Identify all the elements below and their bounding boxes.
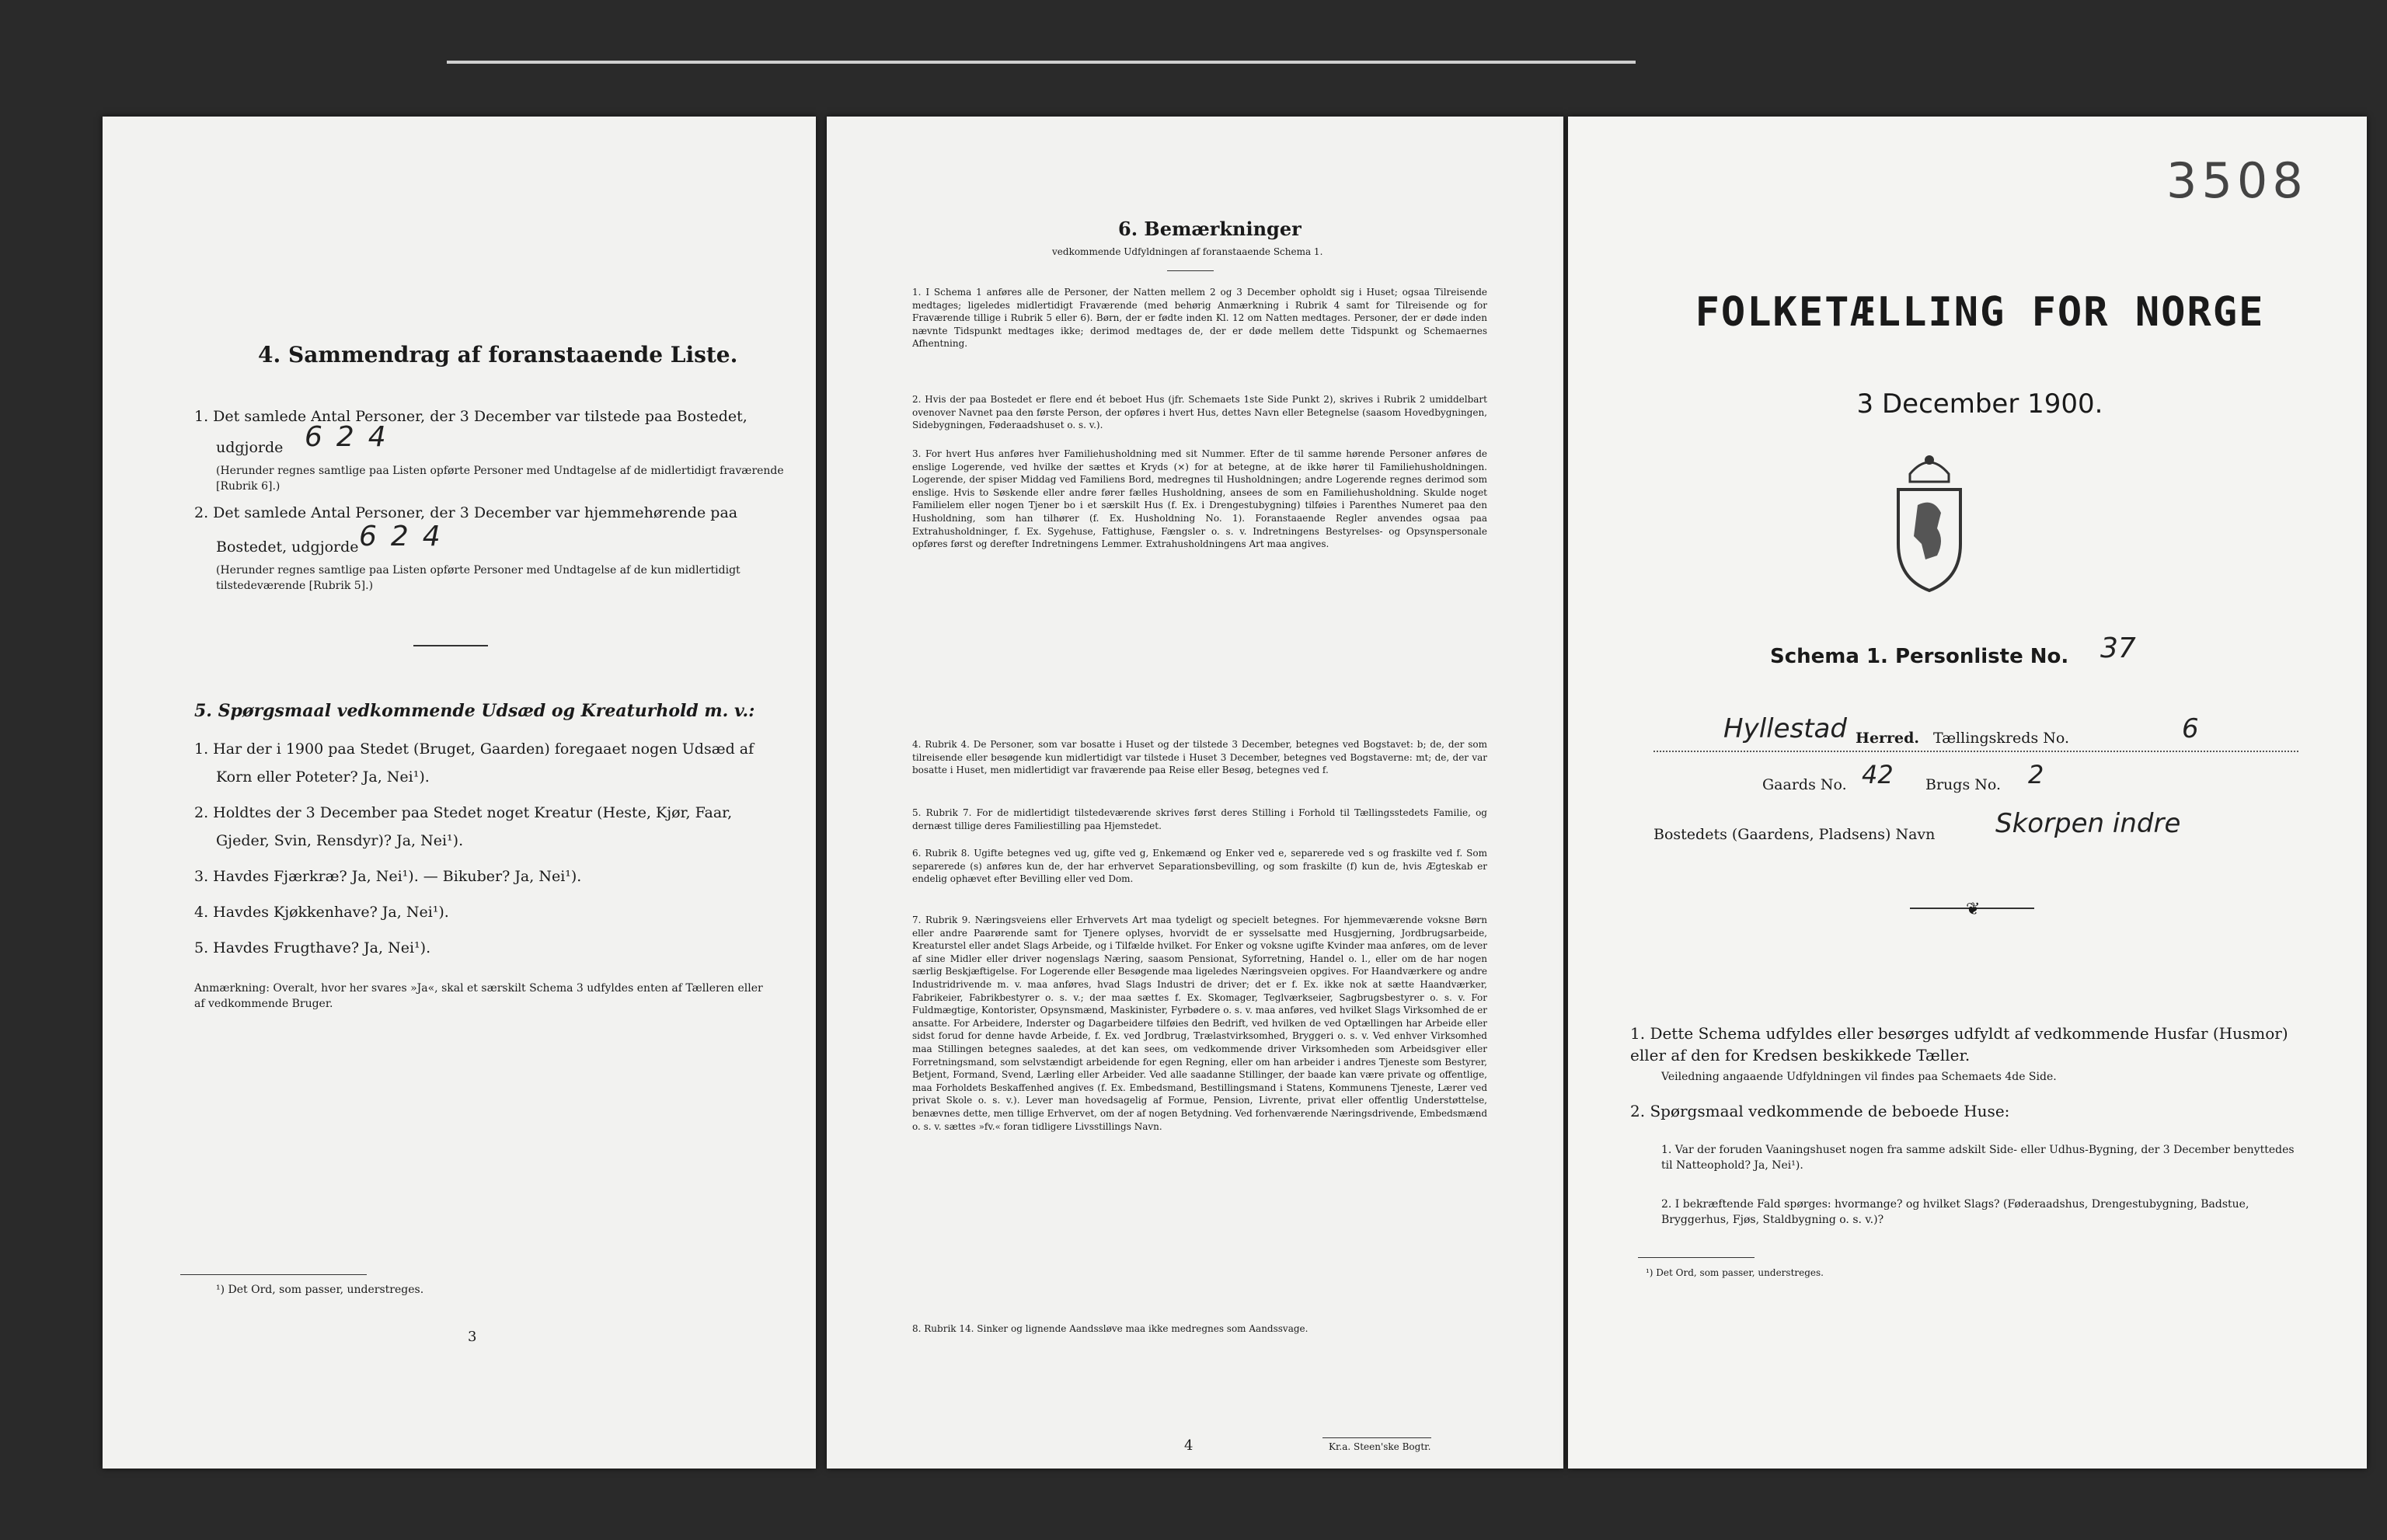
question-1a: 1. Har der i 1900 paa Stedet (Bruget, Gaarden) foregaaet nogen Udsæd af [194,740,754,758]
instruction-2: 2. Spørgsmaal vedkommende de beboede Huse: [1630,1102,2010,1120]
remark-item-2: 2. Hvis der paa Bostedet er flere end ét beboet Hus (jfr. Schemaets 1ste Side Punkt 2), skrives i Rubrik 2 umiddelbart ovenover Navnet paa den første Person, der opføres i hvert Hus, dettes Navn eller Betegnelse (saasom Hovedbygningen, Sidebygningen, Føderaadshuset o. s. v.). [912,394,1487,431]
footnote: ¹) Det Ord, som passer, understreges. [1646,1267,1824,1278]
gaards-label: Gaards No. [1762,776,1847,793]
middle-page [827,117,1563,1469]
printer-credit: Kr.a. Steen'ske Bogtr. [1329,1441,1431,1452]
item1-text: 1. Det samlede Antal Personer, der 3 December var tilstede paa Bostedet, [194,408,747,425]
archive-number: 3508 [2166,152,2308,209]
instruction-2-2: 2. I bekræftende Fald spørges: hvormange? og hvilket Slags? (Føderaadshus, Drengestubygning, Badstue, Bryggerhus, Fjøs, Staldbygning o. s. v.)? [1661,1198,2249,1226]
item1-note: (Herunder regnes samtlige paa Listen opførte Personer med Undtagelse af de midlertidigt fraværende [Rubrik 6].) [216,465,784,493]
brugs-label: Brugs No. [1925,776,2002,793]
herred-label: Herred. [1856,730,1920,747]
footnote-rule [1638,1257,1755,1258]
printer-rule [1322,1437,1431,1438]
divider [413,645,488,646]
remarks-heading: 6. Bemærkninger [1118,218,1302,240]
question-2a: 2. Holdtes der 3 December paa Stedet noget Kreatur (Heste, Kjør, Faar, [194,804,733,821]
remarks-subheading: vedkommende Udfyldningen af foranstaaende Schema 1. [1052,246,1323,257]
item2-prefix: Bostedet, udgjorde [216,538,359,556]
remark-item-7: 7. Rubrik 9. Næringsveiens eller Erhvervets Art maa tydeligt og specielt betegnes. For hjemmeværende voksne Børn eller andre Paarørende samt for Tjenere oplyses, hvorvidt de er sysselsatte med Husgjerning, Jordbrugsarbeide, Kreaturstel eller andet Slags Arbeide, og i Tilfælde hvilket. For Enker og voksne ugifte Kvinder maa anføres, om de lever af sine Midler eller driver nogenslags Næring, saasom Pensionat, Syforretning, Handel o. l., eller om de har nogen særlig Beskjæftigelse. For Logerende eller Besøgende maa ligeledes Næringsveien opgives. For Haandværkere og andre Industridrivende m. v. maa anføres, hvad Slags Industri de driver; det er f. Ex. ikke nok at sætte Haandværker, Fabrikeier, Fabrikbestyrer o. s. v.; der maa sættes f. Ex. Skomager, Teglværkseier, Sagbrugsbestyrer o. s. v. For Fuldmægtige, Kontorister, Opsynsmænd, Maskinister, Fyrbødere o. s. v. maa anføres, ved hvilket Slags Virksomhed de er ansatte. For Arbeidere, Inderster og Dagarbeidere tilføies den Bedrift, ved hvilken de ved Optællingen har Arbeide eller sidst forud for denne havde Arbeide, f. Ex. ved Jordbrug, Trælastvirksomhed, Bryggeri o. s. v. Ved enhver Virksomhed maa Stillingen betegnes saaledes, at det kan sees, om vedkommende driver Virksomheden som Arbeidsgiver eller Forretningsmand, som selvstændigt arbeidende for egen Regning, eller om han arbeider i andres Tjeneste som Bestyrer, Betjent, Formand, Svend, Lærling eller Arbeider. Ved alle saadanne Stillinger, der baade kan være private og offentlige, maa Forholdets Beskaffenhed angives (f. Ex. Embedsmand, Bestillingsmand i Statens, Kommunens Tjeneste, Lærer ved privat Skole o. s. v.). Lever man hovedsagelig af Formue, Pension, Livrente, privat eller offentlig Understøttelse, benævnes dette, men tillige Erhvervet, om der af nogen Betydning. Ved forhenværende Næringsdrivende, Embedsmænd o. s. v. sættes »fv.« foran tidligere Livsstillings Navn. [912,915,1487,1132]
question-1b: Korn eller Poteter? Ja, Nei¹). [216,768,430,786]
main-title: FOLKETÆLLING FOR NORGE [1695,289,2265,336]
instruction-2-1: 1. Var der foruden Vaaningshuset nogen fra samme adskilt Side- eller Udhus-Bygning, der 3 December benyttedes til Natteophold? Ja, Nei¹). [1661,1144,2295,1172]
remark-item-1: 1. I Schema 1 anføres alle de Personer, der Natten mellem 2 og 3 December opholdt sig i Huset; ogsaa Tilreisende medtages; ligeledes midlertidigt Fraværende (med behørig Anmærkning i Rubrik 4 samt for Tilreisende og for Fraværende tillige i Rubrik 5 eller 6). Børn, der er fødte inden Kl. 12 om Natten medtages. Personer, der er døde inden nævnte Tidspunkt medtages ikke; derimod medtages de, der er døde mellem dette Tidspunkt og Schemaernes Afhentning. [912,287,1487,350]
item2-value: 624 [359,521,455,552]
schema-label: Schema 1. Personliste No. [1770,645,2069,668]
footnote: ¹) Det Ord, som passer, understreges. [216,1284,424,1296]
remark-item-8: 8. Rubrik 14. Sinker og lignende Aandssløve maa ikke medregnes som Aandssvage. [912,1323,1308,1334]
remark-item-6: 6. Rubrik 8. Ugifte betegnes ved ug, gifte ved g, Enkemænd og Enker ved e, separerede ved s og fraskilte ved f. Som separerede (s) anføres kun de, der har erhvervet Separationsbevilling, og som fraskilte (f) kun de, hvis Ægteskab er endelig ophævet efter Bevilling eller ved Dom. [912,848,1487,885]
section5-heading: 5. Spørgsmaal vedkommende Udsæd og Kreaturhold m. v.: [194,701,755,721]
instruction-1-note: Veiledning angaaende Udfyldningen vil findes paa Schemaets 4de Side. [1661,1071,2057,1083]
left-page [103,117,816,1469]
question-4: 4. Havdes Kjøkkenhave? Ja, Nei¹). [194,904,449,921]
right-page [1568,117,2367,1469]
question-5: 5. Havdes Frugthave? Ja, Nei¹). [194,939,431,956]
question-2b: Gjeder, Svin, Rensdyr)? Ja, Nei¹). [216,832,464,849]
summary-heading: 4. Sammendrag af foranstaaende Liste. [258,342,738,368]
remark-item-3: 3. For hvert Hus anføres hver Familiehusholdning med sit Nummer. Efter de til samme hørende Personer anføres de enslige Logerende, ved hvilke der sættes et Kryds (×) for at betegne, at de ikke hører til Familiehusholdningen. Logerende, der spiser Middag ved Familiens Bord, medregnes til Husholdningen; andre Logerende regnes derimod som enslige. Hvis to Søskende eller andre fører fælles Husholdning, ansees de som en Familiehusholdning. Skulde noget Familielem eller nogen Tjener bo i et særskilt Hus (f. Ex. i Drengestubygning) tilføies i Parenthes Numeret paa den Husholdning, som han tilhører (f. Ex. Husholdning No. 1). Foranstaaende Regler anvendes ogsaa paa Extrahusholdninger, f. Ex. Sygehuse, Fattighuse, Fængsler o. s. v. Indretningens Bestyrelses- og Opsynspersonale opføres først og derefter Indretningens Lemmer. Extrahusholdningens Art maa angives. [912,448,1487,550]
herred-value: Hyllestad [1723,713,1847,744]
ornament-icon: ❦ [1966,900,1981,919]
instruction-1: 1. Dette Schema udfyldes eller besørges udfyldt af vedkommende Husfar (Husmor) eller af den for Kredsen beskikkede Tæller. [1630,1024,2288,1064]
gaards-value: 42 [1862,760,1894,789]
kreds-label: Tællingskreds No. [1933,730,2069,747]
coat-of-arms-icon [1863,443,1995,598]
census-date: 3 December 1900. [1856,388,2103,420]
page-number: 3 [468,1329,477,1345]
background-rule [447,61,1636,64]
question-3: 3. Havdes Fjærkræ? Ja, Nei¹). — Bikuber? Ja, Nei¹). [194,868,582,885]
item2-text: 2. Det samlede Antal Personer, der 3 December var hjemmehørende paa [194,504,738,521]
bosted-value: Skorpen indre [1995,808,2181,839]
page-number: 4 [1184,1437,1194,1454]
divider [1167,270,1214,271]
brugs-value: 2 [2028,760,2044,789]
remark: Anmærkning: Overalt, hvor her svares »Ja«, skal et særskilt Schema 3 udfyldes enten af Tælleren eller af vedkommende Bruger. [194,982,763,1010]
item1-prefix: udgjorde [216,439,284,456]
item2-note: (Herunder regnes samtlige paa Listen opførte Personer med Undtagelse af de kun midlertidigt tilstedeværende [Rubrik 5].) [216,564,740,592]
footnote-rule [180,1274,367,1275]
schema-value: 37 [2100,632,2136,664]
bosted-label: Bostedets (Gaardens, Pladsens) Navn [1653,826,1936,843]
kreds-value: 6 [2182,713,2199,744]
remark-item-5: 5. Rubrik 7. For de midlertidigt tilstedeværende skrives først deres Stilling i Forhold til Tællingsstedets Familie, og dernæst tillige deres Familiestilling paa Hjemstedet. [912,807,1487,831]
remark-item-4: 4. Rubrik 4. De Personer, som var bosatte i Huset og der tilstede 3 December, betegnes ved Bogstavet: b; de, der som tilreisende eller besøgende kun midlertidigt var tilstede i Huset 3 December, betegnes ved Bogstaverne: mt; de, der var bosatte i Huset, men midlertidigt var fraværende paa Reise eller Besøg, betegnes ved f. [912,739,1487,776]
item1-value: 624 [305,421,400,453]
